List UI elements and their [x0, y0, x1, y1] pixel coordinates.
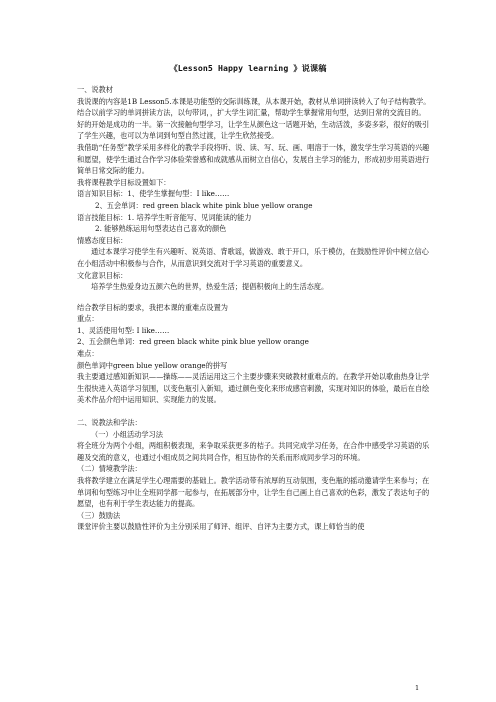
document-title: 《Lesson5 Happy learning 》说课稿: [169, 63, 327, 73]
paragraph: 我借助“任务型”教学采用多样化的教学手段将听、说、读、写、玩、画、唱溶于一体，激发学生学习英语的兴趣和愿望，使学生通过合作学习体验荣誉感和成就感从而树立自信心，发展自主学习的能力，形成初步用英语进行简单日常交际的能力。: [77, 142, 430, 176]
difficulty-label: 难点：: [77, 349, 99, 359]
key-label: 重点：: [77, 314, 99, 324]
goal-text: 通过本课学习使学生有兴趣听、说英语、背歌谣，做游戏、敢于开口，乐于模仿，在鼓励性评价中树立信心在小组活动中积极参与合作，从而意识到交流对于学习英语的重要意义。: [77, 247, 429, 268]
spacer: [77, 406, 432, 417]
paragraph: 我将教学建立在满足学生心理需要的基础上。教学活动带有浓厚的互动氛围，变色瓶的摇动邀请学生来参与；在单词和句型练习中让全班同学都一起参与，在拓展部分中，让学生自己画上自己喜欢的色彩，激发了表达句子的愿望，也有利于学生表达能力的提高。: [77, 476, 430, 509]
paragraph: 将全班分为两个小组，两组积极表现，来争取采获更多的桔子。共同完成学习任务，在合作中感受学习英语的乐趣及交流的意义，也通过小组成员之间共同合作，相互协作的关系而形成同步学习的环境。: [77, 441, 430, 462]
method-heading: （三）鼓励法: [77, 510, 121, 520]
goal-text: 培养学生热爱身边五颜六色的世界，热爱生活；提倡积极向上的生活态度。: [91, 282, 329, 292]
goal-line: 语言技能目标：1. 培养学生听音能写、见词能读的能力: [77, 212, 252, 222]
paragraph: 结合教学目标的要求，我把本课的重难点设置为: [77, 302, 228, 312]
key-point: 2、五会颜色单词：red green black white pink blue yellow orange: [77, 337, 309, 347]
paragraph: 好的开始是成功的一半。第一次接触句型学习，让学生从颜色这一话题开始，生动活泼，多姿多彩，很好的吸引了学生兴趣，也可以为单词到句型自然过渡，让学生欣然接受。: [77, 119, 430, 141]
paragraph: 课堂评价主要以鼓励性评价为主分别采用了师评、组评、自评为主要方式，课上师恰当的使: [77, 522, 365, 532]
section-heading: 一、说教材: [77, 85, 113, 94]
key-point: 1、灵活使用句型: I like……: [77, 325, 170, 335]
goal-label: 文化意识目标：: [77, 270, 128, 280]
goal-line: 2. 能够熟练运用句型表达自己喜欢的颜色: [95, 224, 227, 234]
page-number: 1: [415, 684, 420, 692]
method-heading: （一）小组活动学习法: [91, 429, 163, 439]
goal-label: 情感态度目标：: [77, 235, 128, 245]
spacer: [77, 293, 432, 302]
goal-line: 语言知识目标：1、使学生掌握句型：I like……: [77, 189, 230, 199]
document-body: [77, 84, 432, 533]
difficulty-point: 颜色单词中green blue yellow orange的拼写: [77, 360, 228, 370]
paragraph: 我将课程教学目标设置如下：: [77, 177, 171, 187]
paragraph: 我主要通过感知新知识——操练——灵活运用这三个主要步骤来突破教材重难点的。在教学开始以歌曲热身让学生很快进入英语学习氛围，以变色瓶引入新知，通过颜色变化来形成感官刺激，实现对知识的体验，最后在自绘美术作品介绍中运用知识、实现能力的发展。: [77, 372, 430, 405]
method-heading: （二）情境教学法：: [77, 464, 142, 474]
section-heading: 二、说教法和学法：: [77, 418, 142, 428]
goal-line: 2、五会单词：red green black white pink blue yellow orange: [95, 200, 313, 210]
paragraph: 我说课的内容是1B Lesson5.本课是功能型的交际训练课，从本课开始，教材从单词拼读转入了句子结构教学。结合以前学习的单词拼读方法，以句带词，，扩大学生词汇量，帮助学生掌握常用句型，达到日常的交流目的。: [77, 96, 431, 118]
